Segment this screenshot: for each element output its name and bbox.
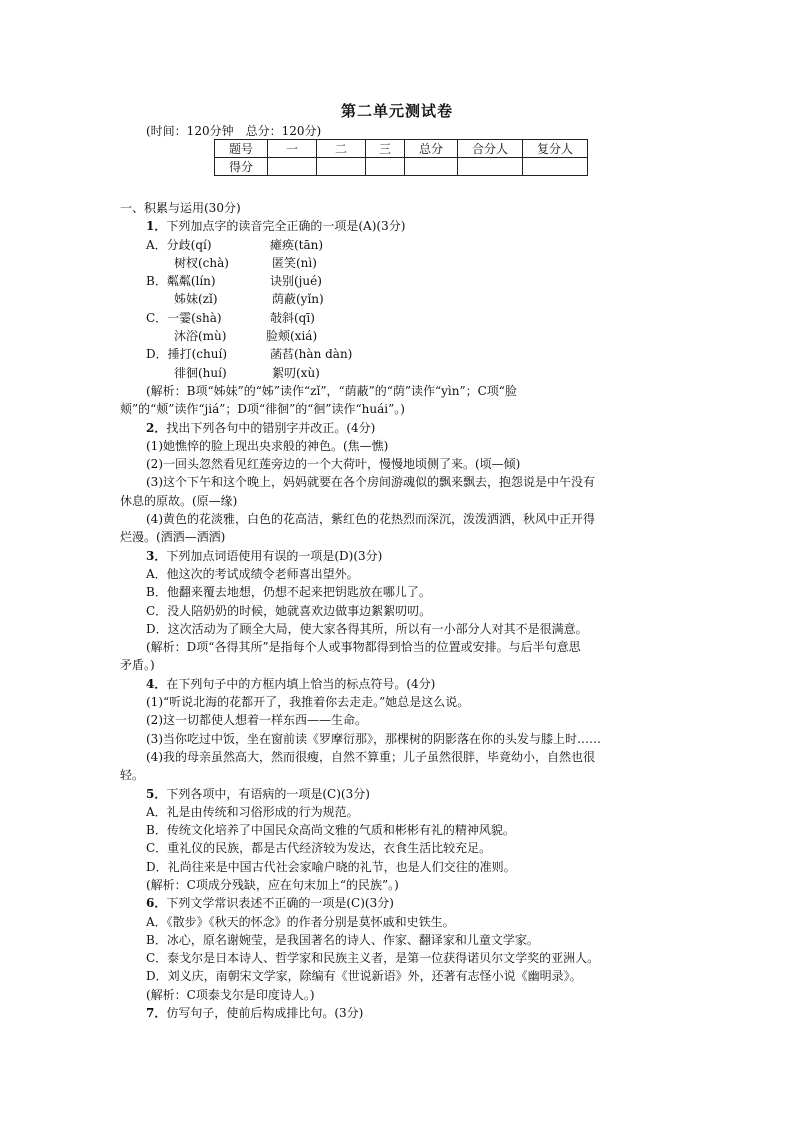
- score-cell: 复分人: [523, 140, 588, 158]
- sentence-item: (4)黄色的花淡雅，白色的花高洁，紫红色的花热烈而深沉，泼泼洒洒，秋风中正开得: [146, 512, 596, 527]
- option-item: A．分歧(qí): [146, 237, 212, 252]
- question-number: 4．: [146, 676, 167, 691]
- question-7: [146, 1004, 674, 1022]
- question-number: 6．: [146, 896, 167, 911]
- option-d: D．刘义庆，南朝宋文学家，除编有《世说新语》外，还著有志怪小说《幽明录》。: [146, 969, 582, 984]
- option-item: C．一霎(shà): [146, 310, 222, 325]
- score-cell: [268, 158, 317, 176]
- option-d-cont: [146, 364, 674, 382]
- score-cell: 合分人: [458, 140, 523, 158]
- question-stem: 找出下列各句中的错别字并改正。(4分): [166, 420, 376, 435]
- option-a-cont: [146, 254, 674, 272]
- sentence-item: (3)这个下午和这个晚上，妈妈就要在各个房间游魂似的飘来飘去，抱怨说是中午没有: [146, 475, 596, 490]
- option-a: A．他这次的考试成绩令老师喜出望外。: [146, 566, 359, 581]
- score-cell: 总分: [405, 140, 458, 158]
- question-stem: 下列各项中，有语病的一项是(C)(3分): [166, 786, 370, 801]
- answer-note-cont: 矛盾。): [120, 658, 155, 673]
- question-number: 2．: [146, 420, 167, 435]
- question-2: [146, 419, 674, 437]
- option-item: D．捶打(chuí): [146, 347, 228, 362]
- section-heading: 一、积累与运用(30分): [120, 201, 241, 215]
- sentence-item: (3)当你吃过中饭，坐在窗前读《罗摩衍那》，那棵树的阴影落在你的头发与膝上时……: [146, 731, 602, 746]
- question-number: 3．: [146, 548, 167, 563]
- option-d: D．礼尚往来是中国古代社会家喻户晓的礼节，也是人们交往的准则。: [146, 859, 516, 874]
- sentence-item-cont: 休息的原故。(原—缘): [120, 493, 238, 508]
- option-b: B．他翻来覆去地想，仍想不起来把钥匙放在哪儿了。: [146, 585, 431, 600]
- question-1: [146, 217, 674, 235]
- answer-note: (解析：C项泰戈尔是印度诗人。): [146, 987, 315, 1002]
- exam-meta: (时间：120分钟 总分：120分): [146, 124, 322, 138]
- option-c: C．重礼仪的民族，都是古代经济较为发达，衣食生活比较充足。: [146, 841, 492, 856]
- option-c: [146, 309, 674, 327]
- option-c: C．没人陪奶奶的时候，她就喜欢边做事边絮絮叨叨。: [146, 603, 432, 618]
- score-cell: [458, 158, 523, 176]
- sentence-item: (4)我的母亲虽然高大，然而很瘦，自然不算重；儿子虽然很胖，毕竟幼小，自然也很: [146, 749, 596, 764]
- question-4: [146, 675, 674, 693]
- score-cell: 得分: [215, 158, 268, 176]
- question-number: 7．: [146, 1006, 167, 1021]
- page-title: 第二单元测试卷: [340, 102, 453, 120]
- option-b-cont: [146, 290, 674, 308]
- option-item: 敧斜(qī): [270, 310, 315, 325]
- exam-content: [120, 199, 674, 1022]
- option-b: B．传统文化培养了中国民众高尚文雅的气质和彬彬有礼的精神风貌。: [146, 823, 515, 838]
- option-item: 脸颊(xiá): [266, 329, 318, 344]
- question-stem: 仿写句子，使前后构成排比句。(3分): [166, 1006, 364, 1021]
- score-cell: [317, 158, 366, 176]
- score-table: [214, 139, 588, 176]
- score-cell: 二: [317, 140, 366, 158]
- question-stem: 在下列句子中的方框内填上恰当的标点符号。(4分): [166, 676, 436, 691]
- option-c-cont: [146, 327, 674, 345]
- option-c: C．泰戈尔是日本诗人、哲学家和民族主义者，是第一位获得诺贝尔文学奖的亚洲人。: [146, 951, 600, 966]
- question-stem: 下列文学常识表述不正确的一项是(C)(3分): [166, 896, 394, 911]
- option-item: 瘫痪(tān): [270, 237, 324, 252]
- option-item: 徘徊(huí): [174, 365, 227, 380]
- option-item: B．粼粼(lín): [146, 274, 216, 289]
- sentence-item: (1)她憔悴的脸上现出央求般的神色。(焦—憔): [146, 438, 389, 453]
- option-a: A．礼是由传统和习俗形成的行为规范。: [146, 804, 359, 819]
- score-cell: 三: [366, 140, 405, 158]
- option-b: [146, 272, 674, 290]
- option-a: A．《散步》《秋天的怀念》的作者分别是莫怀戚和史铁生。: [146, 914, 455, 929]
- question-3: [146, 547, 674, 565]
- option-item: 菡萏(hàn dàn): [270, 347, 353, 362]
- sentence-item-cont: 轻。: [120, 768, 145, 783]
- option-item: 沐浴(mù): [174, 329, 227, 344]
- option-item: 诀别(jué): [270, 274, 322, 289]
- question-number: 5．: [146, 786, 167, 801]
- option-d: D．这次活动为了顾全大局，使大家各得其所，所以有一小部分人对其不是很满意。: [146, 621, 588, 636]
- answer-note: (解析：B项“姊妹”的“姊”读作“zǐ”，“荫蔽”的“荫”读作“yìn”；C项“脸: [146, 383, 517, 398]
- score-cell: 一: [268, 140, 317, 158]
- answer-note: (解析：D项“各得其所”是指每个人或事物都得到恰当的位置或安排。与后半句意思: [146, 640, 581, 655]
- option-a: [146, 236, 674, 254]
- sentence-item: (1)“听说北海的花都开了，我推着你去走走。”她总是这么说。: [146, 695, 470, 710]
- question-6: [146, 894, 674, 912]
- score-table-header-row: [215, 140, 588, 158]
- option-item: 姊妹(zǐ): [174, 292, 218, 307]
- question-number: 1．: [146, 219, 167, 234]
- option-item: 荫蔽(yǐn): [272, 292, 324, 307]
- option-item: 树杈(chà): [174, 255, 229, 270]
- score-cell: [366, 158, 405, 176]
- score-cell: 题号: [215, 140, 268, 158]
- answer-note: (解析：C项成分残缺，应在句末加上“的民族”。): [146, 877, 399, 892]
- question-stem: 下列加点字的读音完全正确的一项是(A)(3分): [166, 219, 406, 234]
- option-d: [146, 345, 674, 363]
- question-5: [146, 785, 674, 803]
- sentence-item: (2)一回头忽然看见红莲旁边的一个大荷叶，慢慢地顷侧了来。(顷—倾): [146, 457, 521, 472]
- answer-note-cont: 颊”的“颊”读作“jiá”；D项“徘徊”的“徊”读作“huái”。): [120, 402, 405, 417]
- question-stem: 下列加点词语使用有误的一项是(D)(3分): [166, 548, 383, 563]
- option-item: 絮叨(xù): [272, 365, 320, 380]
- sentence-item-cont: 烂漫。(洒洒—洒洒): [120, 530, 226, 545]
- option-item: 匿笑(nì): [272, 255, 317, 270]
- option-b: B．冰心，原名谢婉莹，是我国著名的诗人、作家、翻译家和儿童文学家。: [146, 932, 539, 947]
- score-cell: [405, 158, 458, 176]
- sentence-item: (2)这一切都使人想着一样东西——生命。: [146, 713, 367, 728]
- score-cell: [523, 158, 588, 176]
- score-table-row: [215, 158, 588, 176]
